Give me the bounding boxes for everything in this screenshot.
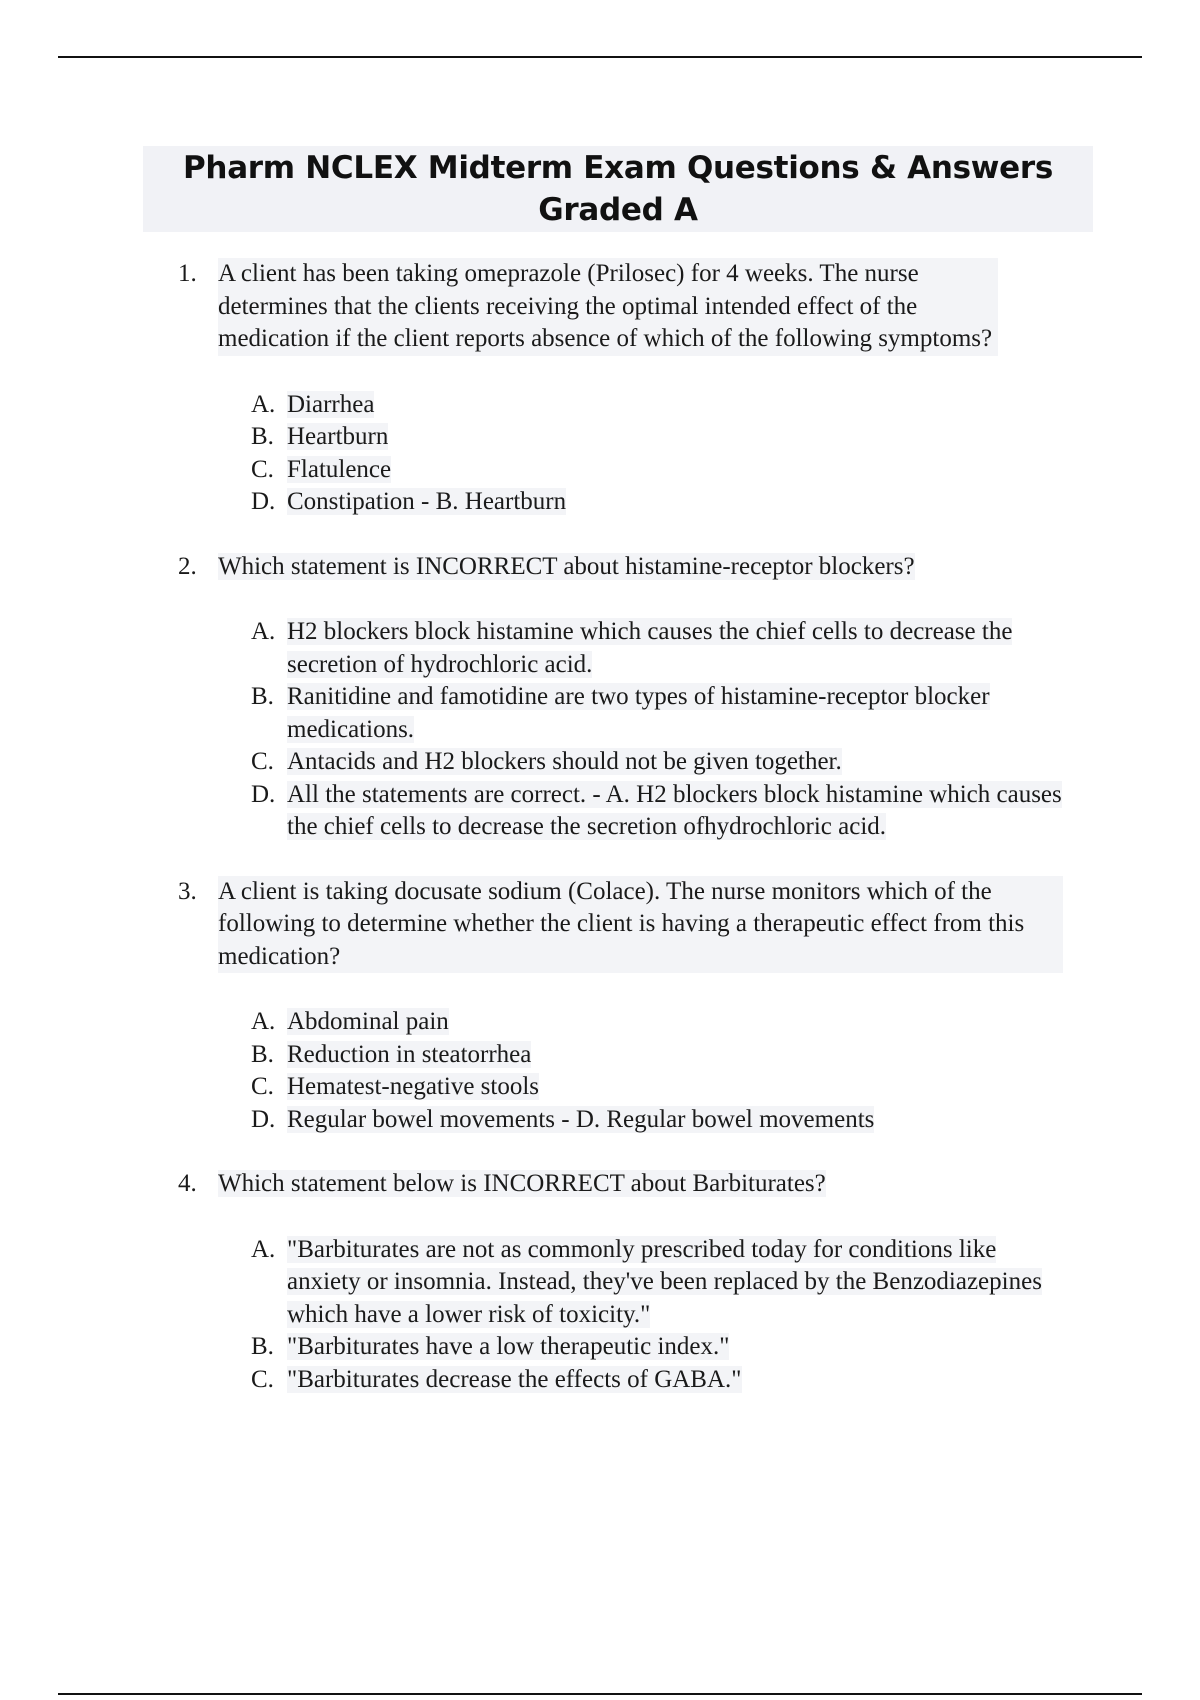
option-letter: A. xyxy=(251,1235,276,1263)
question-3 xyxy=(178,876,1098,974)
question-text: Which statement below is INCORRECT about Barbiturates? xyxy=(218,1170,826,1197)
option-a xyxy=(251,1234,1098,1332)
option-text: Heartburn xyxy=(287,423,389,450)
option-letter: D. xyxy=(251,780,276,808)
answer-options xyxy=(178,389,1098,519)
option-text: Regular bowel movements - D. Regular bowel movements xyxy=(287,1105,875,1133)
option-letter: B. xyxy=(251,1040,274,1068)
option-c xyxy=(251,1071,1098,1104)
answer-options xyxy=(178,1234,1098,1397)
option-letter: C. xyxy=(251,1365,274,1393)
option-text: "Barbiturates decrease the effects of GABA." xyxy=(287,1365,742,1393)
top-rule xyxy=(58,56,1142,58)
option-b xyxy=(251,681,1098,746)
option-text: H2 blockers block histamine which causes the chief cells to decrease the secretion of hydrochloric acid. xyxy=(287,618,1013,678)
question-text: A client is taking docusate sodium (Colace). The nurse monitors which of the following to determine whether the client is having a therapeutic effect from this medication? xyxy=(218,876,1063,974)
question-number: 3. xyxy=(178,877,197,905)
option-text: Constipation - B. Heartburn xyxy=(287,488,567,515)
option-d xyxy=(251,486,1098,519)
question-1 xyxy=(178,258,1098,356)
option-letter: A. xyxy=(251,618,276,645)
question-list xyxy=(178,258,1098,1396)
option-a xyxy=(251,389,1098,422)
option-letter: B. xyxy=(251,1333,274,1360)
option-letter: C. xyxy=(251,455,274,483)
question-number: 1. xyxy=(178,260,197,287)
title-line-2: Graded A xyxy=(538,192,698,228)
question-number: 4. xyxy=(178,1170,197,1197)
option-c xyxy=(251,1364,1098,1397)
question-4 xyxy=(178,1168,1098,1201)
option-letter: B. xyxy=(251,683,274,710)
question-text: A client has been taking omeprazole (Prilosec) for 4 weeks. The nurse determines that the clients receiving the optimal intended effect of the medication if the client reports absence of which of the following symptoms? xyxy=(218,258,998,356)
option-b xyxy=(251,1039,1098,1072)
option-text: Antacids and H2 blockers should not be given together. xyxy=(287,748,842,775)
option-letter: C. xyxy=(251,1073,274,1100)
option-letter: A. xyxy=(251,1008,276,1035)
option-text: Reduction in steatorrhea xyxy=(287,1040,532,1068)
option-letter: B. xyxy=(251,423,274,450)
option-text: "Barbiturates are not as commonly prescribed today for conditions like anxiety or insomnia. Instead, they've been replaced by the Benzodiazepines which have a lower risk of toxicity." xyxy=(287,1235,1042,1328)
option-letter: A. xyxy=(251,390,276,418)
question-text: Which statement is INCORRECT about histamine-receptor blockers? xyxy=(218,552,915,580)
option-c xyxy=(251,746,1098,779)
option-text: Ranitidine and famotidine are two types of histamine-receptor blocker medications. xyxy=(287,683,990,743)
option-text: Diarrhea xyxy=(287,390,375,418)
answer-options xyxy=(178,1006,1098,1136)
option-b xyxy=(251,421,1098,454)
question-2 xyxy=(178,551,1098,584)
option-text: Flatulence xyxy=(287,455,392,483)
answer-options xyxy=(178,616,1098,844)
option-a xyxy=(251,616,1098,681)
bottom-rule xyxy=(58,1693,1142,1695)
question-number: 2. xyxy=(178,552,197,580)
option-b xyxy=(251,1331,1098,1364)
option-text: Hematest-negative stools xyxy=(287,1073,540,1100)
option-text: Abdominal pain xyxy=(287,1008,449,1035)
option-letter: D. xyxy=(251,1105,276,1133)
page-title xyxy=(183,147,1053,231)
option-text: "Barbiturates have a low therapeutic index." xyxy=(287,1333,730,1360)
option-d xyxy=(251,1104,1098,1137)
option-letter: C. xyxy=(251,748,274,775)
option-letter: D. xyxy=(251,488,276,515)
title-banner xyxy=(143,146,1093,232)
option-c xyxy=(251,454,1098,487)
title-line-1: Pharm NCLEX Midterm Exam Questions & Answers xyxy=(183,150,1053,186)
option-text: All the statements are correct. - A. H2 blockers block histamine which causes the chief cells to decrease the secretion ofhydrochloric acid. xyxy=(287,780,1062,840)
option-d xyxy=(251,779,1098,844)
option-a xyxy=(251,1006,1098,1039)
